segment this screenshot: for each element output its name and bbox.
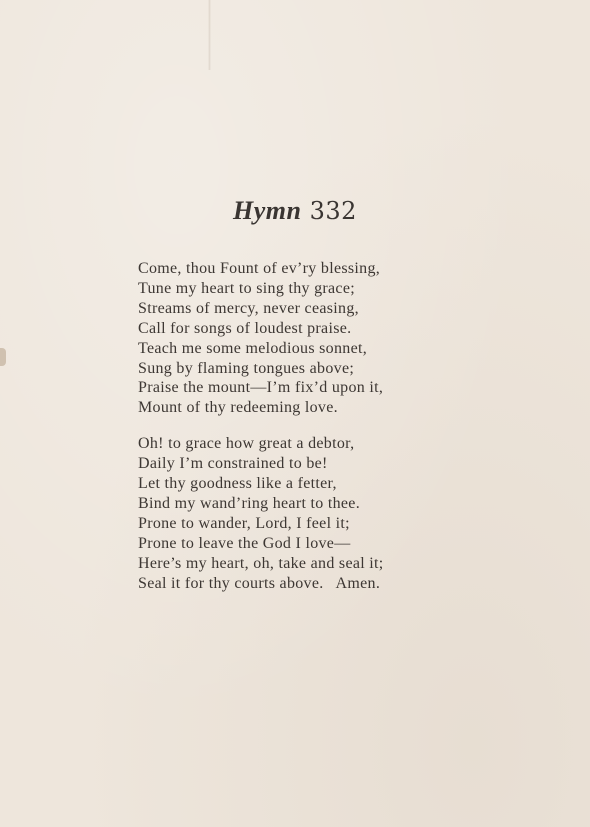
stanza-line: Teach me some melodious sonnet, <box>138 339 368 357</box>
stanza-line: Prone to wander, Lord, I feel it; <box>138 514 350 532</box>
stanza-2 <box>138 434 438 593</box>
paper-fold-mark <box>208 0 211 70</box>
hymn-title-word: Hymn <box>233 196 302 225</box>
stanza-line: Here’s my heart, oh, take and seal it; <box>138 554 384 572</box>
stanza-line: Bind my wand’ring heart to thee. <box>138 494 360 512</box>
stanza-line: Let thy goodness like a fetter, <box>138 475 337 493</box>
stanza-line: Prone to leave the God I love— <box>138 534 351 552</box>
stanza-line: Seal it for thy courts above. Amen. <box>138 574 381 592</box>
hymn-text <box>138 259 438 610</box>
stanza-line: Call for songs of loudest praise. <box>138 319 352 337</box>
stanza-line: Sung by flaming tongues above; <box>138 359 355 377</box>
stanza-line: Come, thou Fount of ev’ry blessing, <box>138 260 381 277</box>
hymn-title-number: 332 <box>309 197 357 225</box>
stanza-1 <box>138 259 438 418</box>
stanza-line: Streams of mercy, never ceasing, <box>138 299 359 317</box>
stanza-line: Oh! to grace how great a debtor, <box>138 435 355 453</box>
stanza-line: Tune my heart to sing thy grace; <box>138 279 355 297</box>
hymn-title <box>0 196 590 226</box>
stanza-line: Praise the mount—I’m fix’d upon it, <box>138 379 384 397</box>
stanza-line: Daily I’m constrained to be! <box>138 455 328 473</box>
stanza-line: Mount of thy redeeming love. <box>138 399 338 417</box>
paper-edge-stain <box>0 348 6 366</box>
